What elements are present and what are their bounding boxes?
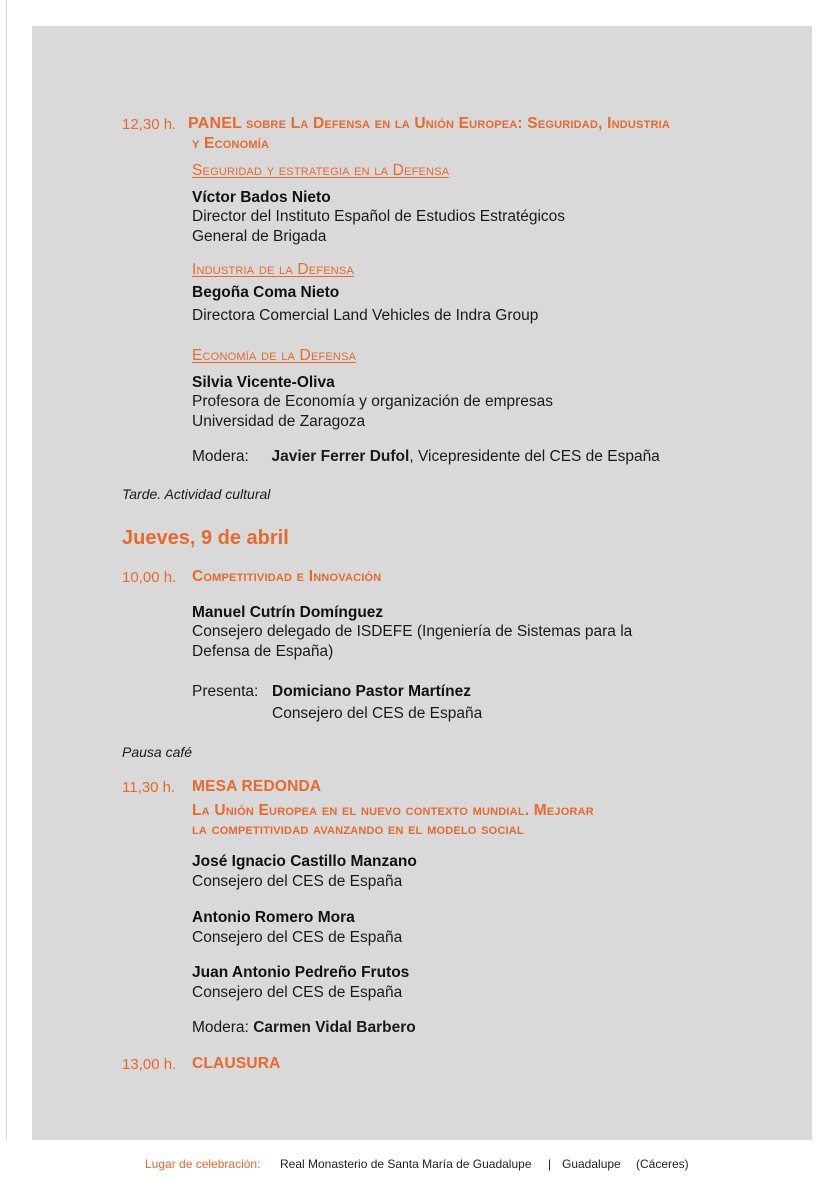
round-table-title: MESA REDONDA — [192, 778, 322, 795]
program-panel — [32, 26, 812, 1140]
moderator-role: , Vicepresidente del CES de España — [409, 448, 660, 465]
panel-title-rest: sobre La Defensa en la Unión Europea: Seguridad, Industria — [246, 115, 671, 132]
venue-province: (Cáceres) — [636, 1157, 689, 1171]
page-edge-line — [6, 0, 7, 1199]
venue-name: Real Monasterio de Santa María de Guadalupe — [280, 1157, 532, 1171]
round-table-subtitle-line2: la competitividad avanzando en el modelo social — [192, 821, 524, 838]
speaker-name: Víctor Bados Nieto — [192, 189, 331, 206]
footer-separator: | — [548, 1157, 552, 1171]
panel-title-line2: y Economía — [192, 135, 270, 152]
section-heading-economy: Economía de la Defensa — [192, 347, 357, 364]
speaker-desc: Defensa de España) — [192, 643, 334, 660]
break-note: Pausa café — [122, 744, 193, 760]
closing-title: CLAUSURA — [192, 1055, 281, 1072]
moderator-name: Carmen Vidal Barbero — [253, 1019, 416, 1036]
section-heading-industry: Industria de la Defensa — [192, 261, 354, 278]
round-table-moderator — [192, 1019, 416, 1037]
panel-title-line1 — [188, 115, 670, 133]
speaker-desc: Directora Comercial Land Vehicles de Indra Group — [192, 307, 539, 324]
speaker-name: Begoña Coma Nieto — [192, 284, 340, 301]
venue-label: Lugar de celebración: — [145, 1157, 261, 1171]
moderator-line — [192, 448, 660, 466]
speaker-role: Consejero del CES de España — [192, 984, 403, 1001]
speaker-desc: Universidad de Zaragoza — [192, 413, 366, 430]
panel-time: 12,30 h. — [122, 116, 177, 133]
moderator-label: Modera: — [192, 448, 249, 465]
speaker-role: Consejero del CES de España — [192, 929, 403, 946]
speaker-desc: Consejero delegado de ISDEFE (Ingeniería de Sistemas para la — [192, 623, 633, 640]
moderator-name: Javier Ferrer Dufol — [271, 448, 410, 465]
speaker-name: Manuel Cutrín Domínguez — [192, 604, 384, 621]
round-table-time: 11,30 h. — [122, 779, 176, 796]
speaker-name: Juan Antonio Pedreño Frutos — [192, 964, 410, 981]
footer — [0, 1140, 817, 1199]
presenter-role: Consejero del CES de España — [272, 705, 483, 722]
competitiveness-time: 10,00 h. — [122, 569, 177, 586]
panel-title-prefix: PANEL — [188, 115, 243, 132]
round-table-subtitle-line1: La Unión Europea en el nuevo contexto mundial. Mejorar — [192, 802, 594, 819]
speaker-desc: Director del Instituto Español de Estudios Estratégicos — [192, 208, 566, 225]
closing-time: 13,00 h. — [122, 1056, 177, 1073]
presenter-name: Domiciano Pastor Martínez — [272, 683, 471, 700]
day-heading: Jueves, 9 de abril — [122, 527, 289, 549]
speaker-desc: General de Brigada — [192, 228, 327, 245]
speaker-desc: Profesora de Economía y organización de empresas — [192, 393, 554, 410]
section-heading-security: Seguridad y estrategia en la Defensa — [192, 162, 450, 179]
speaker-name: José Ignacio Castillo Manzano — [192, 853, 417, 870]
presenter-label: Presenta: — [192, 683, 259, 700]
speaker-name: Silvia Vicente-Oliva — [192, 374, 335, 391]
competitiveness-title: Competitividad e Innovación — [192, 568, 382, 585]
venue-town: Guadalupe — [562, 1157, 621, 1171]
speaker-name: Antonio Romero Mora — [192, 909, 355, 926]
speaker-role: Consejero del CES de España — [192, 873, 403, 890]
afternoon-note: Tarde. Actividad cultural — [122, 486, 271, 502]
moderator-label: Modera: — [192, 1019, 249, 1036]
